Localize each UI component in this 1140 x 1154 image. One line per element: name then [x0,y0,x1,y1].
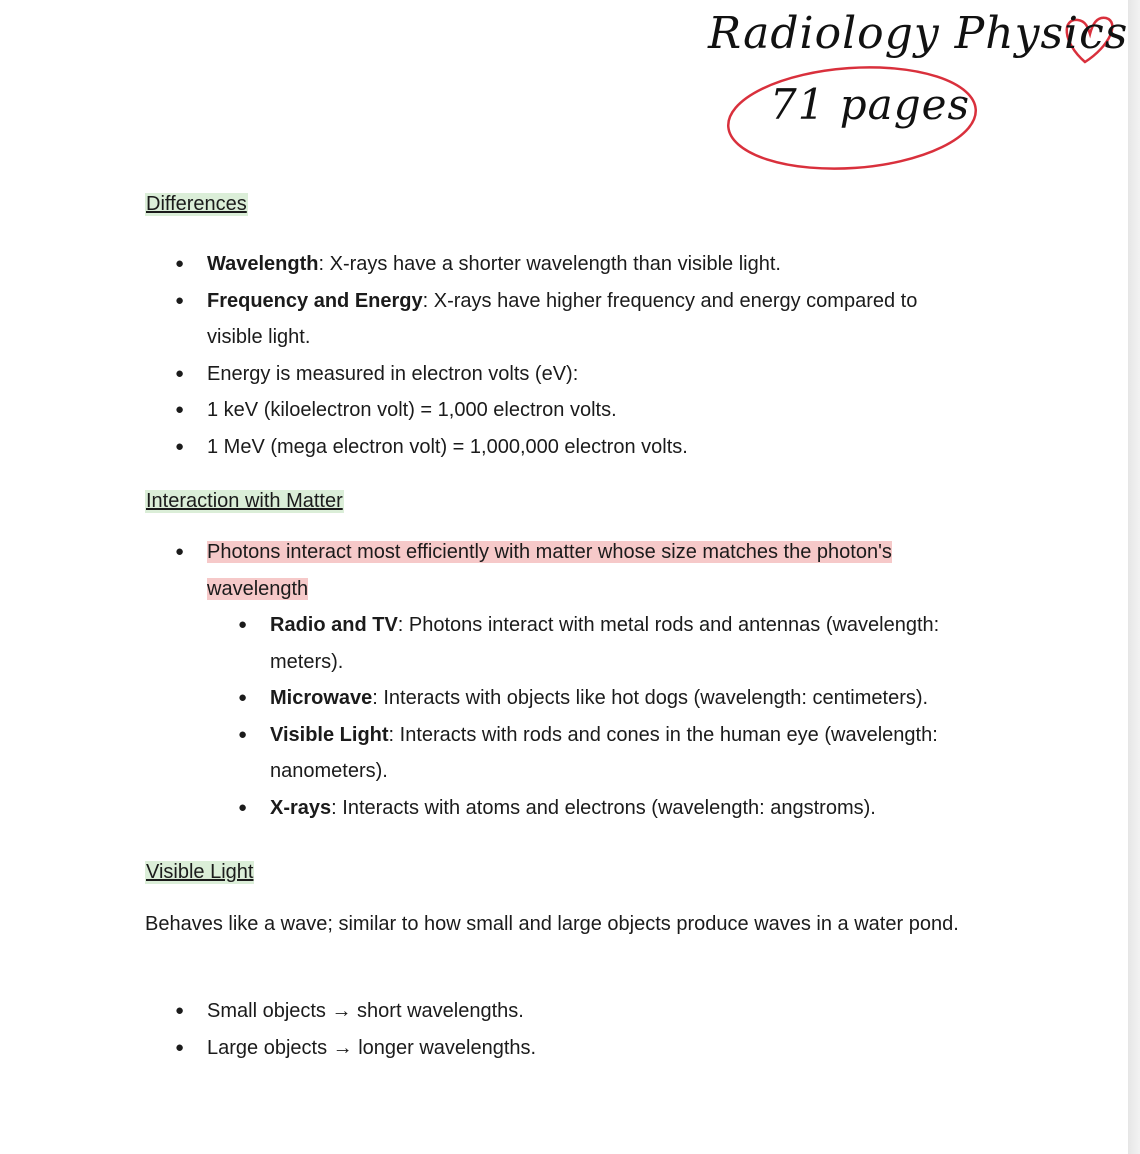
list-item: ● 1 MeV (mega electron volt) = 1,000,000 electron volts. [207,429,967,466]
heading-differences: Differences [146,193,247,215]
list-item: ● Large objects → longer wavelengths. [207,1030,967,1067]
handwritten-title: Radiology Physics [708,8,1129,59]
heading-interaction-with-matter: Interaction with Matter [146,490,343,512]
interaction-sublist [270,607,990,826]
list-item: ● Energy is measured in electron volts (eV): [207,356,967,393]
list-item: ● Visible Light: Interacts with rods and cones in the human eye (wavelength: nanometers). [270,717,990,790]
list-item: ● Wavelength: X-rays have a shorter wavelength than visible light. [207,246,967,283]
handwritten-page-count: 71 pages [770,80,971,129]
page-edge [1128,0,1140,1154]
heading-visible-light: Visible Light [146,861,254,883]
list-item: ● Microwave: Interacts with objects like hot dogs (wavelength: centimeters). [270,680,990,717]
handwritten-annotation [690,0,1129,180]
highlighted-text: Photons interact most efficiently with matter whose size matches the photon's wavelength [207,541,892,600]
differences-list [207,246,967,465]
list-item: ● Small objects → short wavelengths. [207,993,967,1030]
visible-light-list [207,993,967,1066]
list-item: ● 1 keV (kiloelectron volt) = 1,000 electron volts. [207,392,967,429]
list-item: ● X-rays: Interacts with atoms and electrons (wavelength: angstroms). [270,790,990,827]
list-item: ● Radio and TV: Photons interact with metal rods and antennas (wavelength: meters). [270,607,990,680]
list-item-highlighted [207,534,967,607]
visible-light-paragraph: Behaves like a wave; similar to how small and large objects produce waves in a water pond. [145,913,959,935]
interaction-list [207,534,967,607]
list-item: ● Frequency and Energy: X-rays have higher frequency and energy compared to visible light. [207,283,967,356]
